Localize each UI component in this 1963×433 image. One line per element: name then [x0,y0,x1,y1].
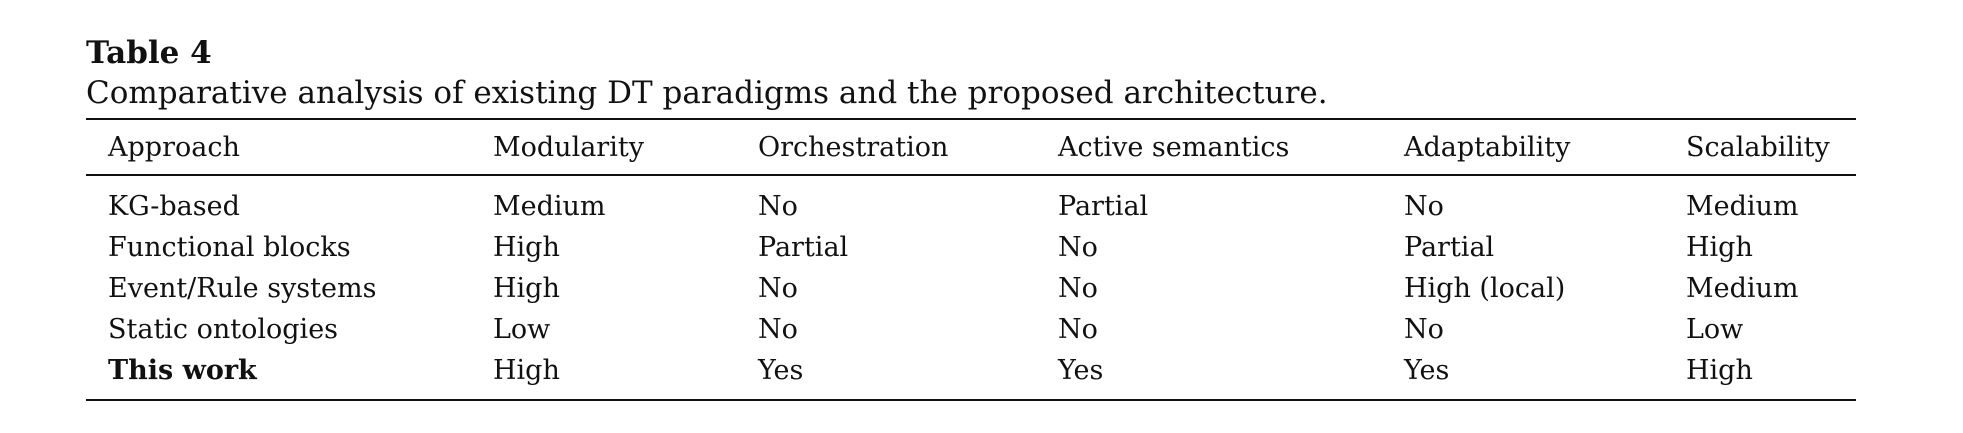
cell-approach: Functional blocks [108,232,351,263]
table-row [86,309,1856,350]
cell-adaptability: High (local) [1404,273,1566,304]
header-adaptability: Adaptability [1404,131,1571,163]
cell-adaptability: Yes [1404,355,1450,386]
cell-orchestration: Partial [758,232,849,263]
cell-adaptability: No [1404,191,1444,222]
table-container [86,34,1856,401]
cell-modularity: High [493,355,560,386]
cell-active-semantics: No [1058,314,1098,345]
cell-modularity: Medium [493,191,606,222]
cell-approach: This work [108,355,257,386]
cell-orchestration: No [758,191,798,222]
cell-active-semantics: Yes [1058,355,1104,386]
header-orchestration: Orchestration [758,131,949,163]
cell-orchestration: No [758,273,798,304]
cell-active-semantics: No [1058,273,1098,304]
cell-adaptability: Partial [1404,232,1495,263]
cell-adaptability: No [1404,314,1444,345]
cell-active-semantics: No [1058,232,1098,263]
table-header-row [86,119,1856,175]
cell-modularity: Low [493,314,551,345]
table-row [86,268,1856,309]
cell-approach: KG-based [108,191,240,222]
table-row [86,350,1856,400]
cell-active-semantics: Partial [1058,191,1149,222]
header-active-semantics: Active semantics [1058,131,1290,163]
table-label: Table 4 [86,35,212,71]
cell-modularity: High [493,232,560,263]
cell-scalability: High [1686,355,1753,386]
cell-approach: Static ontologies [108,314,339,345]
cell-scalability: Medium [1686,191,1799,222]
cell-orchestration: Yes [758,355,804,386]
table-caption: Comparative analysis of existing DT paradigms and the proposed architecture. [86,75,1328,111]
cell-scalability: High [1686,232,1753,263]
cell-modularity: High [493,273,560,304]
table-row [86,227,1856,268]
header-approach: Approach [108,131,240,163]
cell-orchestration: No [758,314,798,345]
header-modularity: Modularity [493,131,644,163]
comparison-table [86,118,1856,401]
cell-approach: Event/Rule systems [108,273,377,304]
header-scalability: Scalability [1686,131,1830,163]
table-row [86,175,1856,227]
cell-scalability: Low [1686,314,1744,345]
cell-scalability: Medium [1686,273,1799,304]
